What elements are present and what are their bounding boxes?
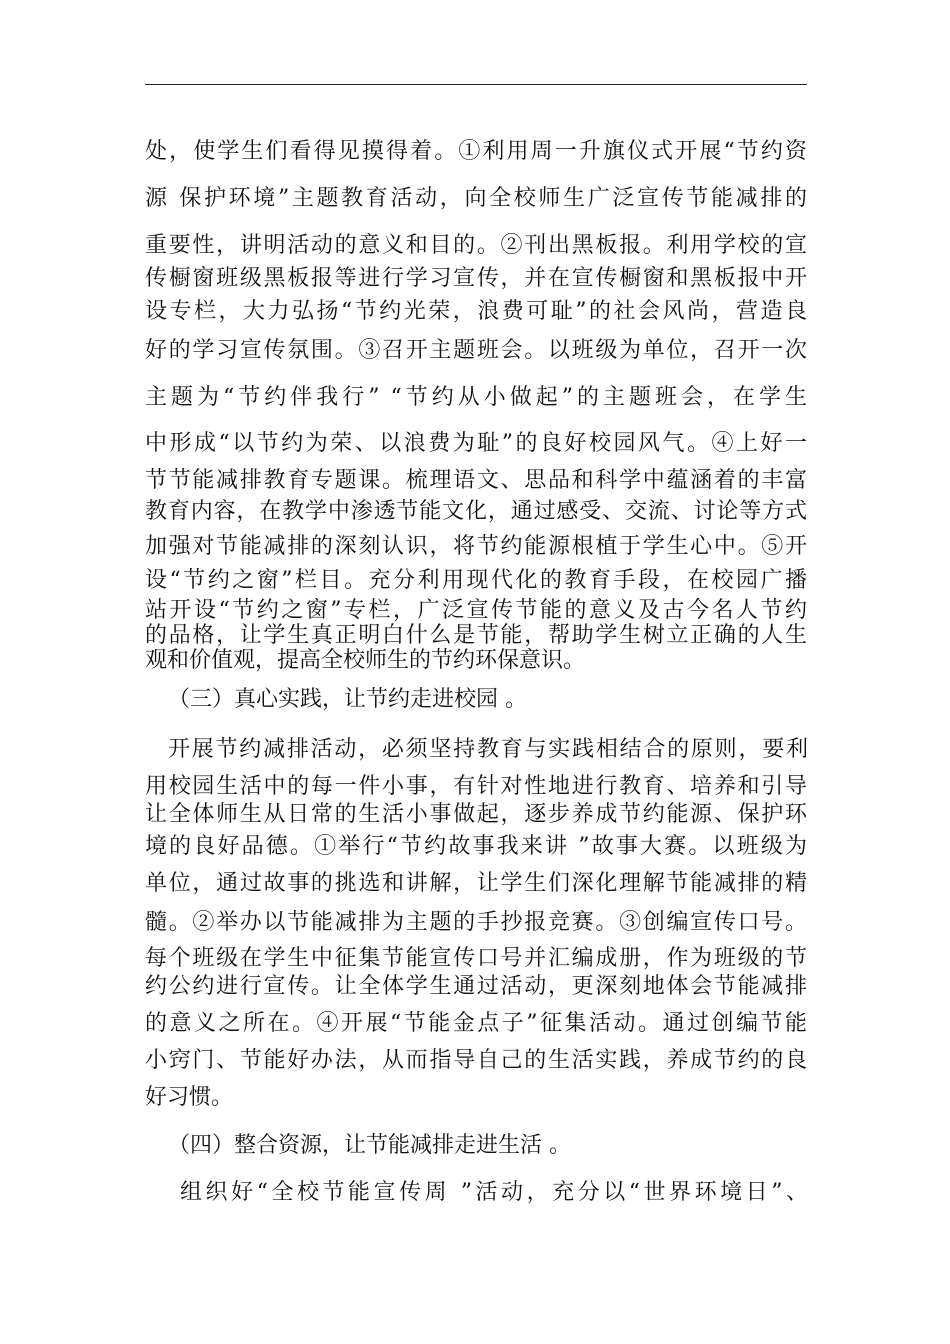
text-line: 小窍门、节能好办法，从而指导自己的生活实践，养成节约的良	[145, 1048, 807, 1073]
text-line: 用校园生活中的每一件小事，有针对性地进行教育、培养和引导	[145, 774, 807, 799]
text-line: 节节能减排教育专题课。梳理语文、思品和科学中蕴涵着的丰富	[145, 468, 807, 493]
text-line: 让全体师生从日常的生活小事做起，逐步养成节约能源、保护环	[145, 802, 807, 827]
text-line: 单位，通过故事的挑选和讲解，让学生们深化理解节能减排的精	[145, 871, 807, 896]
text-line: 开展节约减排活动，必须坚持教育与实践相结合的原则，要利	[168, 737, 808, 762]
text-line: 设“节约之窗”栏目。充分利用现代化的教育手段，在校园广播	[145, 568, 807, 593]
text-line: 好习惯。	[145, 1085, 234, 1110]
text-line: 髓。②举办以节能减排为主题的手抄报竞赛。③创编宣传口号。	[145, 910, 807, 935]
text-line: 处，使学生们看得见摸得着。①利用周一升旗仪式开展“节约资	[145, 139, 807, 164]
text-line: 观和价值观，提高全校师生的节约环保意识。	[145, 648, 586, 673]
text-line: 设专栏，大力弘扬“节约光荣，浪费可耻”的社会风尚，营造良	[145, 299, 807, 324]
text-line: 境的良好品德。①举行“节约故事我来讲 ”故事大赛。以班级为	[145, 834, 807, 859]
text-line: 教育内容，在教学中渗透节能文化，通过感受、交流、讨论等方式	[145, 499, 807, 524]
text-line: 加强对节能减排的深刻认识，将节约能源根植于学生心中。⑤开	[145, 534, 807, 559]
text-line: 的意义之所在。④开展“节能金点子”征集活动。通过创编节能	[145, 1011, 807, 1036]
text-line: 的品格，让学生真正明白什么是节能，帮助学生树立正确的人生	[145, 623, 807, 648]
text-line: 源 保护环境”主题教育活动，向全校师生广泛宣传节能减排的	[145, 186, 807, 211]
text-line: 好的学习宣传氛围。③召开主题班会。以班级为单位，召开一次	[145, 338, 807, 363]
text-line: 传橱窗班级黑板报等进行学习宣传，并在宣传橱窗和黑板报中开	[145, 266, 807, 291]
text-line: 重要性，讲明活动的意义和目的。②刊出黑板报。利用学校的宣	[145, 233, 807, 258]
section-heading: （三）真心实践，让节约走进校园 。	[168, 687, 527, 712]
text-line: 站开设“节约之窗”专栏，广泛宣传节能的意义及古今名人节约	[145, 598, 807, 623]
text-line: 每个班级在学生中征集节能宣传口号并汇编成册，作为班级的节	[145, 946, 807, 971]
text-line: 约公约进行宣传。让全体学生通过活动，更深刻地体会节能减排	[145, 974, 807, 999]
text-line: 中形成“以节约为荣、以浪费为耻”的良好校园风气。④上好一	[145, 431, 807, 456]
header-rule	[145, 84, 807, 85]
text-line: 组织好“全校节能宣传周 ”活动，充分以“世界环境日”、	[180, 1180, 808, 1205]
text-line: 主题为“节约伴我行” “节约从小做起”的主题班会，在学生	[145, 385, 807, 410]
section-heading: （四）整合资源，让节能减排走进生活 。	[168, 1133, 571, 1158]
